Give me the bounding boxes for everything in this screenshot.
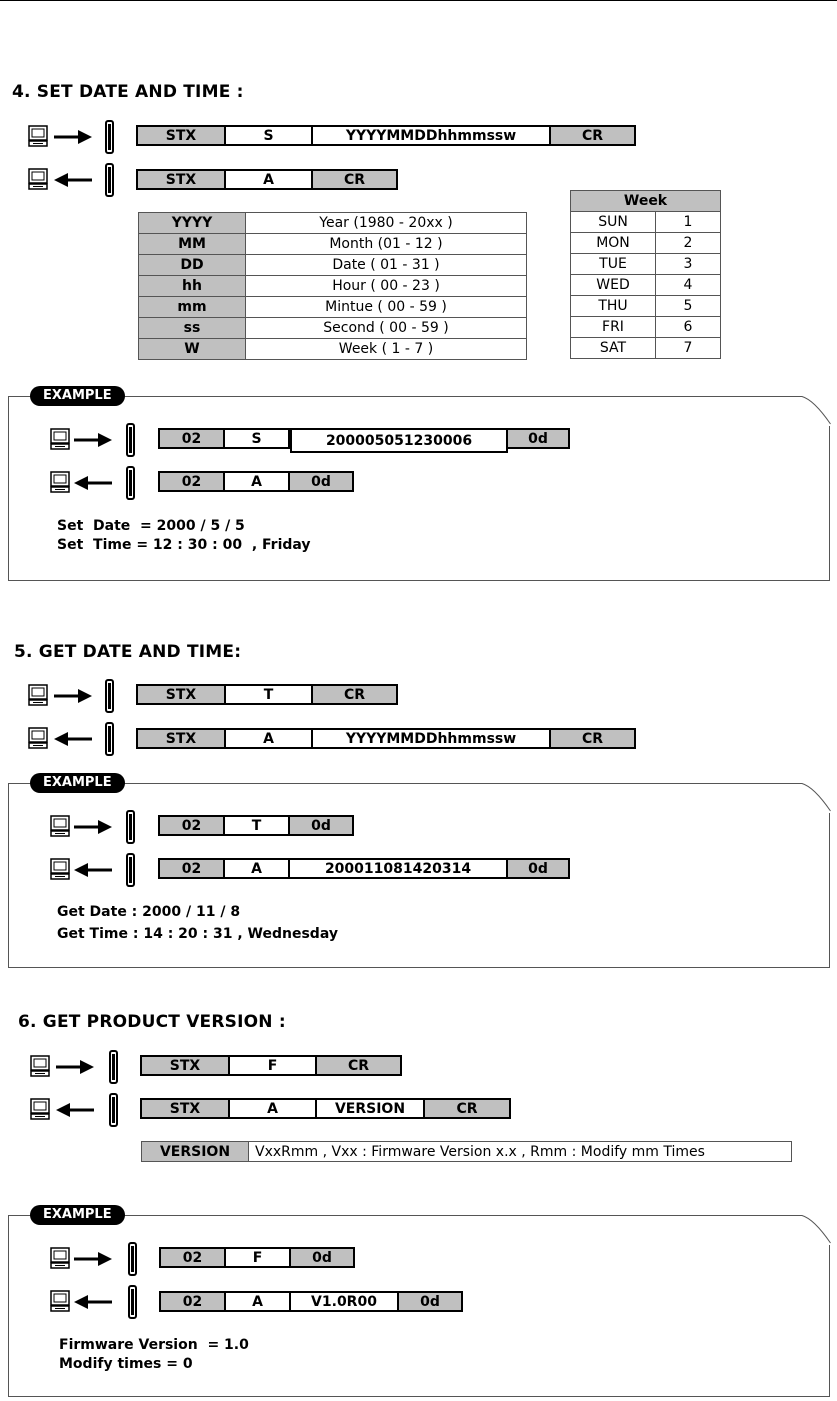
packet-reply: [140, 1098, 511, 1119]
device-icon: [109, 1050, 118, 1084]
packet-field: T: [225, 817, 290, 834]
computer-icon: [50, 815, 70, 837]
device-icon: [126, 853, 135, 887]
example-badge: EXAMPLE: [30, 1205, 125, 1225]
packet-send: [140, 1055, 402, 1076]
computer-icon: [50, 1290, 70, 1312]
packet-field: F: [226, 1249, 291, 1266]
packet-field: STX: [138, 171, 226, 188]
packet-field: 02: [160, 817, 225, 834]
packet-field: F: [230, 1057, 317, 1074]
packet-send: [136, 684, 398, 705]
table-row: [571, 212, 721, 233]
packet-field: 02: [160, 430, 225, 447]
example-packet-reply: [159, 1291, 463, 1312]
packet-field: A: [226, 1293, 291, 1310]
arrow-left-icon: [54, 732, 92, 746]
week-day: THU: [571, 296, 656, 317]
device-icon: [126, 466, 135, 500]
computer-icon: [50, 471, 70, 493]
packet-field: A: [225, 473, 290, 490]
table-row: [139, 339, 527, 360]
computer-icon: [28, 125, 48, 147]
param-key: W: [139, 339, 246, 360]
table-row: [139, 297, 527, 318]
week-table: [570, 190, 721, 359]
packet-field: CR: [425, 1100, 509, 1117]
packet-field: A: [226, 730, 313, 747]
arrow-left-icon: [74, 863, 112, 877]
week-day: MON: [571, 233, 656, 254]
week-day: SUN: [571, 212, 656, 233]
computer-icon: [50, 858, 70, 880]
device-icon: [128, 1285, 137, 1319]
table-row: [571, 296, 721, 317]
param-desc: Second ( 00 - 59 ): [246, 318, 527, 339]
device-icon: [126, 423, 135, 457]
arrow-right-icon: [56, 1060, 94, 1074]
example-packet-reply: [158, 858, 570, 879]
packet-field: A: [225, 860, 290, 877]
param-desc: Hour ( 00 - 23 ): [246, 276, 527, 297]
param-desc: Mintue ( 00 - 59 ): [246, 297, 527, 318]
arrow-right-icon: [74, 820, 112, 834]
table-row: [571, 338, 721, 359]
packet-field: 0d: [508, 430, 568, 447]
example-result-line: Get Date : 2000 / 11 / 8: [57, 904, 241, 920]
param-desc: Date ( 01 - 31 ): [246, 255, 527, 276]
version-format-row: [141, 1141, 792, 1162]
packet-field: 0d: [290, 817, 352, 834]
packet-field: STX: [142, 1057, 230, 1074]
packet-field: YYYYMMDDhhmmssw: [313, 127, 551, 144]
packet-send: [136, 125, 636, 146]
device-icon: [128, 1242, 137, 1276]
param-key: MM: [139, 234, 246, 255]
example-badge: EXAMPLE: [30, 773, 125, 793]
packet-field: CR: [551, 730, 634, 747]
packet-field: CR: [551, 127, 634, 144]
packet-field: 0d: [291, 1249, 353, 1266]
version-key: VERSION: [142, 1142, 249, 1161]
packet-field: 200011081420314: [290, 860, 508, 877]
param-key: YYYY: [139, 213, 246, 234]
packet-reply: [136, 728, 636, 749]
packet-field: CR: [313, 171, 396, 188]
packet-field: STX: [138, 730, 226, 747]
example-result-line: Set Date = 2000 / 5 / 5: [57, 518, 245, 534]
section-6-title: 6. GET PRODUCT VERSION :: [18, 1012, 286, 1032]
example-packet-send: [158, 428, 570, 449]
example-result-line: Set Time = 12 : 30 : 00 , Friday: [57, 537, 311, 553]
computer-icon: [28, 727, 48, 749]
example-result-line: Firmware Version = 1.0: [59, 1337, 249, 1353]
device-icon: [105, 163, 114, 197]
packet-field: STX: [138, 686, 226, 703]
computer-icon: [28, 168, 48, 190]
param-key: hh: [139, 276, 246, 297]
param-desc: Year (1980 - 20xx ): [246, 213, 527, 234]
arrow-left-icon: [74, 1295, 112, 1309]
parameter-table: [138, 212, 527, 360]
packet-field: 02: [161, 1293, 226, 1310]
arrow-right-icon: [54, 689, 92, 703]
computer-icon: [30, 1055, 50, 1077]
packet-field: YYYYMMDDhhmmssw: [313, 730, 551, 747]
table-row: [139, 255, 527, 276]
week-num: 7: [656, 338, 721, 359]
device-icon: [105, 120, 114, 154]
table-row: [139, 318, 527, 339]
arrow-left-icon: [54, 173, 92, 187]
week-num: 3: [656, 254, 721, 275]
packet-field: 0d: [508, 860, 568, 877]
week-num: 4: [656, 275, 721, 296]
packet-field: 0d: [290, 473, 352, 490]
arrow-left-icon: [74, 476, 112, 490]
packet-field: S: [226, 127, 313, 144]
table-row: [571, 233, 721, 254]
table-row: [139, 234, 527, 255]
week-num: 1: [656, 212, 721, 233]
example-packet-reply: [158, 471, 354, 492]
example-result-line: Get Time : 14 : 20 : 31 , Wednesday: [57, 926, 338, 942]
packet-field: 0d: [399, 1293, 461, 1310]
computer-icon: [28, 684, 48, 706]
arrow-right-icon: [54, 130, 92, 144]
computer-icon: [50, 428, 70, 450]
week-day: WED: [571, 275, 656, 296]
folded-corner: [792, 783, 831, 813]
packet-field: S: [225, 430, 290, 447]
packet-field: CR: [317, 1057, 400, 1074]
packet-field: CR: [313, 686, 396, 703]
example-result-line: Modify times = 0: [59, 1356, 193, 1372]
device-icon: [105, 722, 114, 756]
packet-field: STX: [138, 127, 226, 144]
table-row: [571, 254, 721, 275]
table-row: [571, 317, 721, 338]
week-day: SAT: [571, 338, 656, 359]
param-desc: Month (01 - 12 ): [246, 234, 527, 255]
folded-corner: [792, 1215, 831, 1245]
packet-field: 200005051230006: [290, 428, 508, 453]
computer-icon: [50, 1247, 70, 1269]
packet-field: V1.0R00: [291, 1293, 399, 1310]
param-key: ss: [139, 318, 246, 339]
section-5-title: 5. GET DATE AND TIME:: [14, 642, 242, 662]
week-num: 5: [656, 296, 721, 317]
packet-field: 02: [160, 860, 225, 877]
week-day: FRI: [571, 317, 656, 338]
example-packet-send: [159, 1247, 355, 1268]
example-packet-send: [158, 815, 354, 836]
packet-field: A: [226, 171, 313, 188]
folded-corner: [792, 396, 831, 426]
device-icon: [109, 1093, 118, 1127]
table-row: [139, 276, 527, 297]
top-rule: [0, 0, 837, 1]
packet-reply: [136, 169, 398, 190]
section-4-title: 4. SET DATE AND TIME :: [12, 82, 244, 102]
packet-field: 02: [161, 1249, 226, 1266]
version-desc: VxxRmm , Vxx : Firmware Version x.x , Rmm : Modify mm Times: [255, 1143, 705, 1160]
table-row: [139, 213, 527, 234]
param-key: DD: [139, 255, 246, 276]
packet-field: A: [230, 1100, 317, 1117]
device-icon: [126, 810, 135, 844]
arrow-right-icon: [74, 1252, 112, 1266]
param-desc: Week ( 1 - 7 ): [246, 339, 527, 360]
packet-field: 02: [160, 473, 225, 490]
arrow-right-icon: [74, 433, 112, 447]
arrow-left-icon: [56, 1103, 94, 1117]
packet-field: STX: [142, 1100, 230, 1117]
packet-field: T: [226, 686, 313, 703]
week-day: TUE: [571, 254, 656, 275]
table-row: [571, 275, 721, 296]
week-header: Week: [571, 191, 721, 212]
computer-icon: [30, 1098, 50, 1120]
week-num: 2: [656, 233, 721, 254]
param-key: mm: [139, 297, 246, 318]
week-num: 6: [656, 317, 721, 338]
example-badge: EXAMPLE: [30, 386, 125, 406]
device-icon: [105, 679, 114, 713]
packet-field: VERSION: [317, 1100, 425, 1117]
